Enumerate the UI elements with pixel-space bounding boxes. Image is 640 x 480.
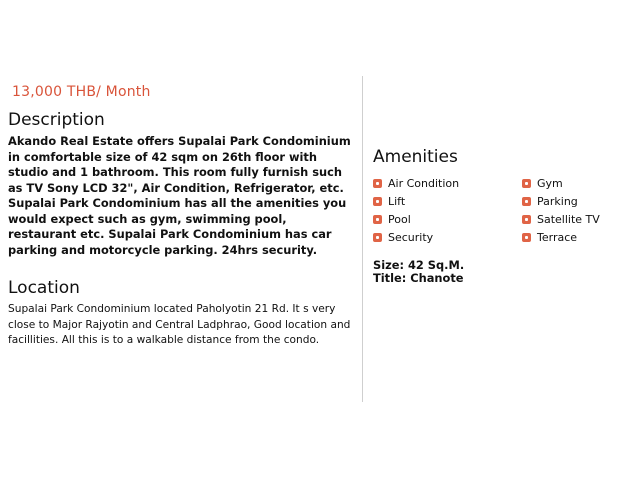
check-box-icon	[373, 215, 382, 224]
amenity-pool: Pool	[373, 211, 522, 227]
amenity-satellite-tv: Satellite TV	[522, 211, 632, 227]
listing-details	[8, 84, 356, 349]
amenities-panel	[373, 147, 633, 285]
amenity-lift: Lift	[373, 193, 522, 209]
description-heading: Description	[8, 110, 105, 130]
check-box-icon	[522, 197, 531, 206]
amenity-terrace: Terrace	[522, 229, 632, 245]
amenity-security: Security	[373, 229, 522, 245]
title-fact: Title: Chanote	[373, 271, 464, 285]
location-text: Supalai Park Condominium located Paholyotin 21 Rd. It s very close to Major Rajyotin and Central Ladphrao, Good location and facillities. All this is to a walkable distance from the condo.	[8, 303, 351, 346]
check-box-icon	[522, 179, 531, 188]
size-fact: Size: 42 Sq.M.	[373, 258, 465, 272]
amenity-parking: Parking	[522, 193, 632, 209]
check-box-icon	[373, 179, 382, 188]
amenities-list	[373, 175, 633, 245]
check-box-icon	[373, 197, 382, 206]
property-facts	[373, 259, 633, 285]
amenities-heading: Amenities	[373, 147, 458, 167]
price-label: 13,000 THB/ Month	[12, 84, 151, 100]
check-box-icon	[522, 233, 531, 242]
location-heading: Location	[8, 278, 80, 298]
check-box-icon	[373, 233, 382, 242]
check-box-icon	[522, 215, 531, 224]
amenity-gym: Gym	[522, 175, 632, 191]
column-divider	[362, 76, 363, 402]
amenity-air-condition: Air Condition	[373, 175, 522, 191]
description-text: Akando Real Estate offers Supalai Park Condominium in comfortable size of 42 sqm on 26th floor with studio and 1 bathroom. This room fully furnish such as TV Sony LCD 32", Air Condition, Refrigerator, etc. Supalai Park Condominium has all the amenities you would expect such as gym, swimming pool, restaurant etc. Supalai Park Condominium has car parking and motorcycle parking. 24hrs security.	[8, 134, 351, 257]
